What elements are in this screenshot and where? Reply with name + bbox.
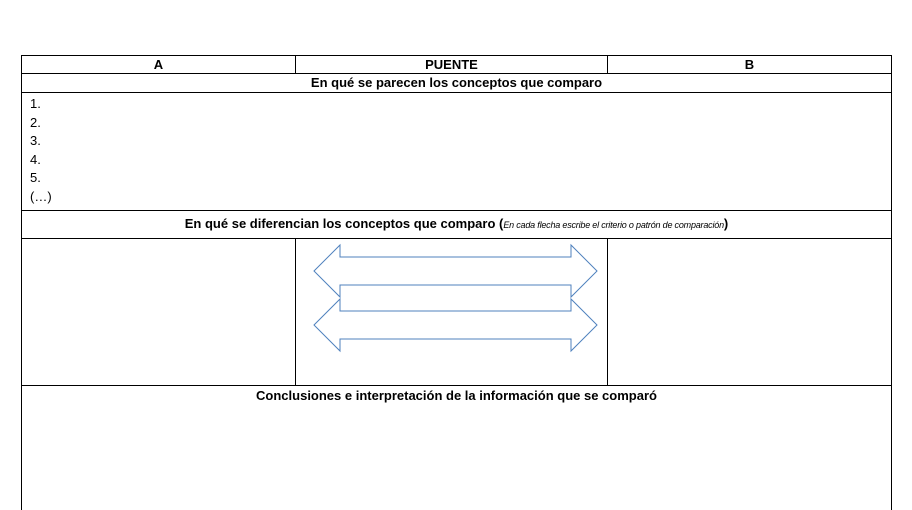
comparison-table <box>21 55 892 510</box>
double-headed-arrow-icon[interactable] <box>314 299 597 351</box>
concept-b-cell[interactable] <box>608 239 892 386</box>
differences-title <box>22 211 892 239</box>
list-item: 5. <box>30 169 891 188</box>
bridge-cell <box>296 239 608 386</box>
similarities-list-row <box>22 93 892 211</box>
header-row <box>22 56 892 74</box>
arrows-graphic <box>296 239 608 385</box>
differences-title-text: En qué se diferencian los conceptos que comparo ( <box>185 216 504 231</box>
comparison-worksheet <box>21 55 891 507</box>
conclusions-cell[interactable] <box>22 386 892 510</box>
differences-title-row <box>22 211 892 239</box>
column-header-a: A <box>22 56 296 74</box>
differences-row <box>22 239 892 386</box>
column-header-b: B <box>608 56 892 74</box>
similarities-list[interactable] <box>22 93 892 211</box>
conclusions-row <box>22 386 892 510</box>
concept-a-cell[interactable] <box>22 239 296 386</box>
list-item: 2. <box>30 114 891 133</box>
list-item: 4. <box>30 151 891 170</box>
column-header-bridge: PUENTE <box>296 56 608 74</box>
differences-hint: En cada flecha escribe el criterio o patrón de comparación <box>503 220 724 230</box>
list-item: 1. <box>30 95 891 114</box>
conclusions-title: Conclusiones e interpretación de la información que se comparó <box>22 388 891 404</box>
differences-title-close: ) <box>724 216 728 231</box>
list-item: (…) <box>30 188 891 207</box>
similarities-title: En qué se parecen los conceptos que comparo <box>22 74 892 93</box>
similarities-title-row <box>22 74 892 93</box>
list-item: 3. <box>30 132 891 151</box>
double-headed-arrow-icon[interactable] <box>314 245 597 297</box>
